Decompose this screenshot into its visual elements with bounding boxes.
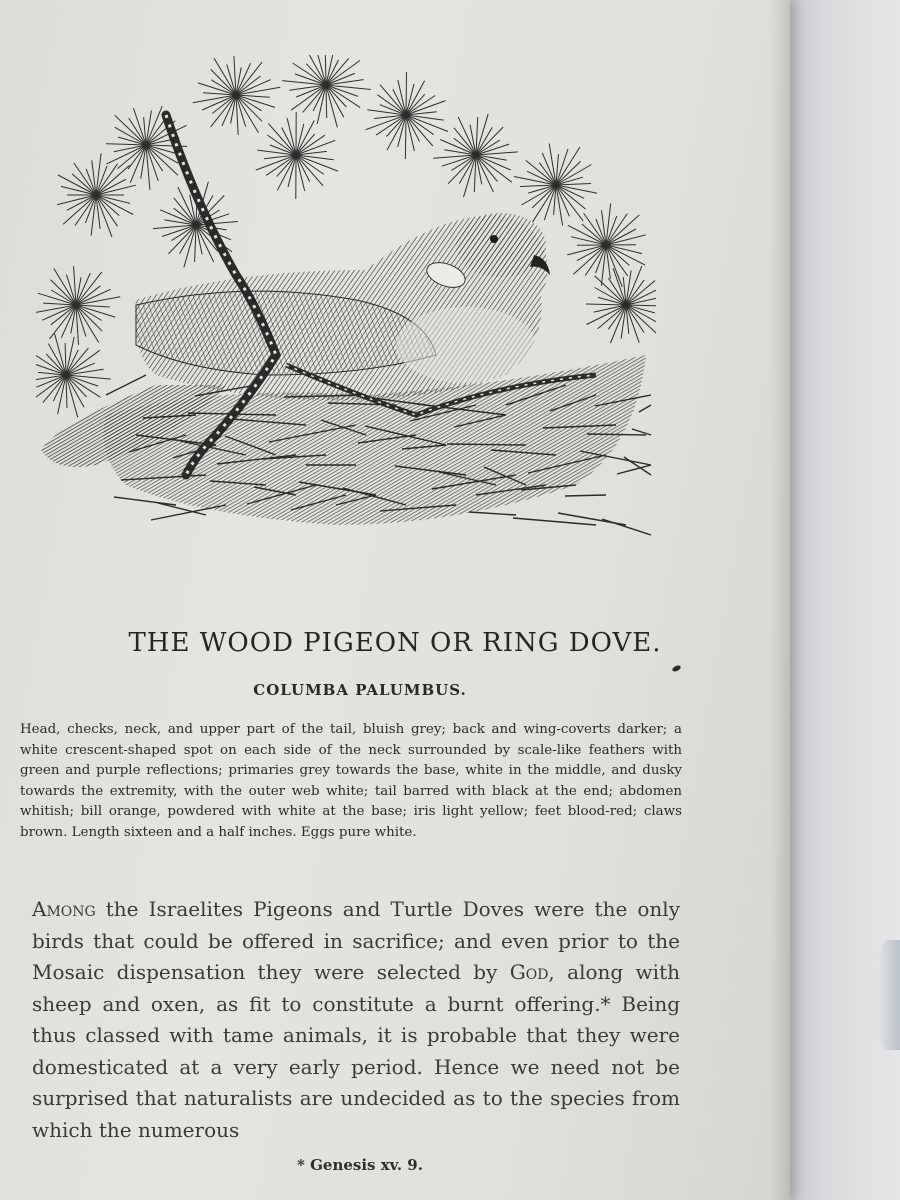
body-text-part2: , along with sheep and oxen, as fit to constitute a burnt offering.* Being thus classed with tame animals, it is probable that they were domesticated at a very early period. Hence we need not be surprised that naturalists are undecided as to the species from which the numerous [32,960,680,1142]
god-word: God [509,960,549,984]
body-paragraph [32,894,680,1146]
gutter-shadow [770,0,790,1200]
lead-word: Among [32,897,96,921]
body-text-part1: the Israelites Pigeons and Turtle Doves were the only birds that could be offered in sacrifice; and even prior to the Mosaic dispensation they were selected by [32,897,680,984]
wood-pigeon-engraving [36,55,656,570]
page-title: THE WOOD PIGEON OR RING DOVE. [128,628,662,658]
pigeon-head [456,213,546,277]
scientific-name: COLUMBA PALUMBUS. [253,681,467,699]
pigeon-breast [396,307,536,383]
pigeon-eye [490,235,498,243]
species-description: Head, checks, neck, and upper part of the tail, bluish grey; back and wing-coverts darker; a white crescent-shaped spot on each side of the neck surrounded by scale-like feathers with green and purple reflections; primaries grey towards the base, white in the middle, and dusky towards the extremity, with the outer web white; tail barred with black at the end; abdomen whitish; bill orange, powdered with white at the base; iris light yellow; feet blood-red; claws brown. Length sixteen and a half inches. Eggs pure white. [20,722,682,840]
facing-page-plate-edge [878,940,900,1050]
footnote: * Genesis xv. 9. [297,1156,423,1174]
ink-speck [671,664,681,672]
